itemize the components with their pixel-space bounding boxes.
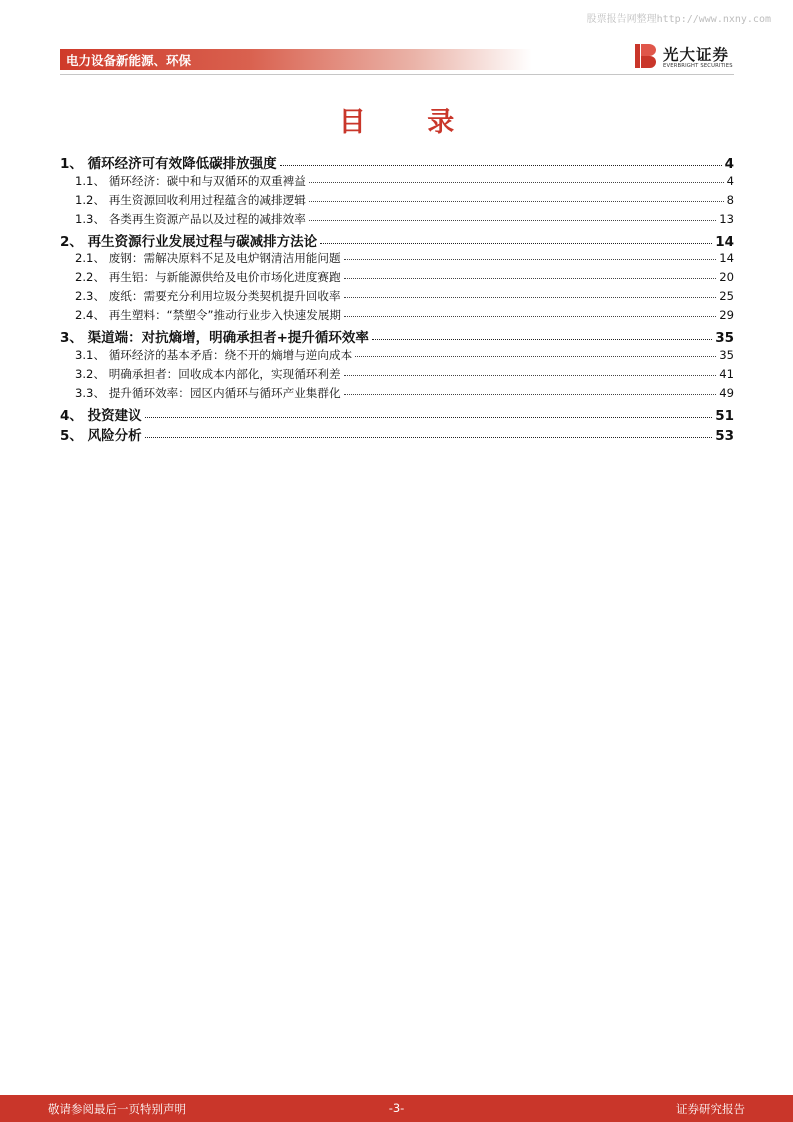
toc-dot-leader: [309, 200, 724, 202]
toc-entry-label: 2、 再生资源行业发展过程与碳减排方法论: [60, 233, 318, 250]
toc-entry-2-2[interactable]: [60, 269, 734, 288]
toc-dot-leader: [355, 355, 716, 357]
toc-entry-3-2[interactable]: [60, 366, 734, 385]
toc-entry-page: 4: [724, 156, 734, 172]
toc-entry-page: 35: [715, 330, 734, 346]
toc-entry-label: 2.2、 再生铝：与新能源供给及电价市场化进度赛跑: [75, 270, 341, 284]
toc-dot-leader: [344, 393, 717, 395]
header-category: 电力设备新能源、环保: [66, 53, 192, 68]
toc-entry-2[interactable]: [60, 230, 734, 251]
toc-dot-leader: [344, 277, 717, 279]
toc-dot-leader: [320, 242, 712, 244]
toc-entry-2-3[interactable]: [60, 288, 734, 307]
toc-entry-1[interactable]: [60, 152, 734, 173]
header-divider: [60, 74, 734, 75]
toc-entry-page: 41: [719, 366, 734, 381]
toc-entry-page: 53: [715, 428, 734, 444]
toc-entry-1-1[interactable]: [60, 173, 734, 192]
toc-entry-3[interactable]: [60, 326, 734, 347]
toc-entry-page: 14: [719, 251, 734, 265]
toc-entry-page: 4: [726, 173, 734, 188]
toc-entry-label: 1.1、 循环经济：碳中和与双循环的双重裨益: [75, 173, 306, 188]
toc-entry-2-1[interactable]: [60, 250, 734, 269]
toc-title: 目 录: [338, 107, 481, 138]
footer-disclaimer: 敬请参阅最后一页特别声明: [48, 1102, 186, 1116]
toc-entry-label: 5、 风险分析: [60, 428, 142, 444]
toc-entry-1-2[interactable]: [60, 192, 734, 211]
toc-entry-page: 13: [719, 211, 734, 226]
toc-entry-label: 1、 循环经济可有效降低碳排放强度: [60, 156, 277, 172]
toc-entry-page: 25: [719, 289, 734, 303]
toc-entry-page: 8: [726, 192, 734, 207]
toc-entry-label: 1.2、 再生资源回收利用过程蕴含的减排逻辑: [75, 192, 306, 207]
toc-entry-3-3[interactable]: [60, 385, 734, 404]
toc-entry-3-1[interactable]: [60, 347, 734, 366]
toc-entry-label: 4、 投资建议: [60, 407, 142, 424]
toc-entry-2-4[interactable]: [60, 307, 734, 326]
toc-entry-label: 2.3、 废纸：需要充分利用垃圾分类契机提升回收率: [75, 289, 341, 303]
toc-entry-label: 3.3、 提升循环效率：园区内循环与循环产业集群化: [75, 385, 341, 400]
toc-entry-page: 14: [715, 233, 734, 250]
toc-dot-leader: [309, 219, 716, 221]
toc-dot-leader: [344, 296, 717, 298]
toc-entry-label: 2.4、 再生塑料：“禁塑令”推动行业步入快速发展期: [75, 308, 342, 322]
toc-entry-page: 20: [719, 270, 734, 284]
toc-dot-leader: [344, 258, 717, 260]
logo-chinese-name: 光大证券: [663, 46, 730, 64]
toc-entry-1-3[interactable]: [60, 211, 734, 230]
toc-entry-page: 35: [719, 347, 734, 362]
toc-entry-label: 2.1、 废钢：需解决原料不足及电炉钢清洁用能问题: [75, 251, 341, 265]
toc-entry-label: 3.1、 循环经济的基本矛盾：绕不开的熵增与逆向成本: [75, 347, 353, 362]
toc-entry-page: 29: [719, 308, 734, 322]
footer-doc-type: 证券研究报告: [676, 1102, 745, 1116]
toc-entry-page: 51: [715, 407, 734, 424]
toc-entry-5[interactable]: [60, 424, 734, 445]
footer-page-number: -3-: [388, 1101, 405, 1115]
toc-entry-4[interactable]: [60, 404, 734, 425]
toc-entry-label: 3.2、 明确承担者：回收成本内部化，实现循环利差: [75, 366, 341, 381]
toc-dot-leader: [145, 416, 713, 418]
watermark-text: 股票报告网整理http://www.nxny.com: [586, 14, 771, 25]
toc-dot-leader: [309, 181, 724, 183]
everbright-logo: [634, 41, 738, 73]
toc-dot-leader: [344, 315, 716, 317]
toc-dot-leader: [344, 374, 717, 376]
toc-entry-page: 49: [719, 385, 734, 400]
toc-dot-leader: [372, 338, 712, 340]
toc-dot-leader: [145, 436, 713, 438]
everbright-logo-icon: [634, 42, 656, 70]
toc-entry-label: 3、 渠道端：对抗熵增，明确承担者+提升循环效率: [60, 330, 369, 346]
toc-entry-label: 1.3、 各类再生资源产品以及过程的减排效率: [75, 211, 306, 226]
toc-dot-leader: [280, 164, 722, 166]
table-of-contents: [60, 152, 734, 445]
logo-english-name: EVERBRIGHT SECURITIES: [663, 63, 733, 69]
